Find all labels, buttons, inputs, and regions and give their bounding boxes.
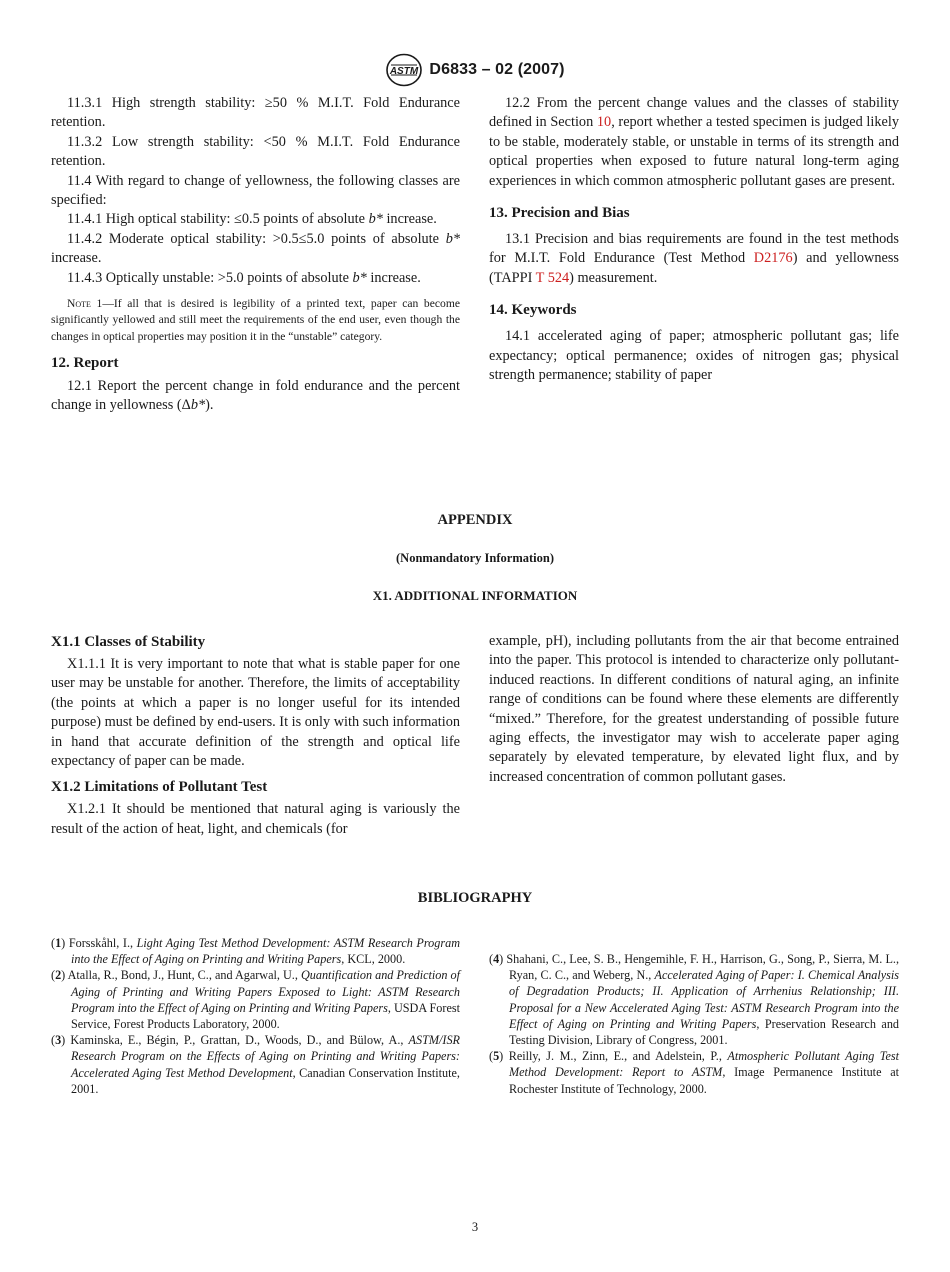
- clause-12-2: 12.2 From the percent change values and the classes of stability defined in Section 10, report whether a tested specimen is judged likely to be stable, moderately stable, or unstable in terms of its strength and optical properties when exposed to future natural long-term aging experiences in which common atmospheric pollutant gases are present.: [489, 95, 899, 189]
- appendix-title: APPENDIX: [437, 512, 513, 528]
- bibliography-title: BIBLIOGRAPHY: [417, 890, 533, 906]
- appendix-left-column: [51, 632, 460, 839]
- d2176-link[interactable]: D2176: [753, 250, 793, 267]
- clause-x1-2-1-continued: example, pH), including pollutants from the air that become entrained into the paper. This protocol is intended to characterize only pollutant-induced reactions. In different conditions of natural aging, an infinite range of conditions can be found where these elements are differently “mixed.” Therefore, for the greatest understanding of possible future aging effects, the investigator may wish to accelerate paper aging separately by elevated temperature, by elevated light flux, and by increased concentration of common pollutant gases.: [489, 633, 899, 785]
- page-number: 3: [471, 1220, 479, 1234]
- x1-1-heading: X1.1 Classes of Stability: [51, 634, 206, 650]
- reference-1: (1) Forsskåhl, I., Light Aging Test Method Development: ASTM Research Program into the Effect of Aging on Printing and Writing Papers, KCL, 2000.: [51, 936, 460, 967]
- clause-14-1: 14.1 accelerated aging of paper; atmospheric pollutant gas; life expectancy; optical permanence; oxides of nitrogen gas; physical strength permanence; stability of paper: [489, 328, 899, 384]
- clause-11-3-2: 11.3.2 Low strength stability: <50 % M.I.T. Fold Endurance retention.: [51, 133, 460, 170]
- section-12-heading: 12. Report: [51, 354, 119, 371]
- clause-13-1: 13.1 Precision and bias requirements are found in the test methods for M.I.T. Fold Endurance (Test Method D2176) and yellowness (TAPPI T 524) measurement.: [489, 231, 899, 286]
- svg-text:ASTM: ASTM: [390, 66, 419, 77]
- reference-4: (4) Shahani, C., Lee, S. B., Hengemihle, F. H., Harrison, G., Song, P., Sierra, M. L., Ryan, C. C., and Weberg, N., Accelerated Aging of Paper: I. Chemical Analysis of Degradation Products; II. Application of Arrhenius Relationship; III. Proposal for a New Accelerated Aging Test: ASTM Research Program into the Effect of Aging on Printing and Writing Papers, Preservation Research and Testing Division, Library of Congress, 2001.: [489, 952, 900, 1048]
- page-header: [0, 52, 950, 88]
- clause-11-4-2: 11.4.2 Moderate optical stability: >0.5≤5.0 points of absolute b* increase.: [51, 230, 460, 267]
- right-column-top: [489, 94, 899, 385]
- section-13-heading: 13. Precision and Bias: [489, 205, 630, 222]
- section-10-link[interactable]: 10: [596, 114, 612, 131]
- clause-11-4: 11.4 With regard to change of yellowness, the following classes are specified:: [51, 172, 460, 209]
- left-column-top: [51, 94, 460, 416]
- section-14-heading: 14. Keywords: [489, 302, 577, 319]
- reference-3: (3) Kaminska, E., Bégin, P., Grattan, D., Woods, D., and Bülow, A., ASTM/ISR Research Program on the Effects of Aging on Printing and Writing Papers: Accelerated Aging Test Method Development, Canadian Conservation Institute, 2001.: [51, 1033, 460, 1096]
- reference-5: (5) Reilly, J. M., Zinn, E., and Adelstein, P., Atmospheric Pollutant Aging Test Method Development: Report to ASTM, Image Permanence Institute at Rochester Institute of Technology, 2000.: [489, 1049, 899, 1096]
- clause-11-4-3: 11.4.3 Optically unstable: >5.0 points of absolute b* increase.: [67, 269, 421, 286]
- clause-12-1: 12.1 Report the percent change in fold endurance and the percent change in yellowness (Δb*).: [51, 377, 460, 414]
- appendix-section-title: X1. ADDITIONAL INFORMATION: [372, 588, 578, 603]
- astm-logo-icon: [385, 53, 423, 87]
- x1-2-heading: X1.2 Limitations of Pollutant Test: [51, 779, 268, 796]
- reference-2: (2) Atalla, R., Bond, J., Hunt, C., and Agarwal, U., Quantification and Prediction of Aging of Printing and Writing Papers Exposed to Light: ASTM Research Program into the Effect of Aging on Printing and Writing Papers, USDA Forest Service, Forest Products Laboratory, 2000.: [51, 968, 460, 1032]
- appendix-right-column: [489, 632, 899, 787]
- bibliography-right: [489, 951, 899, 1097]
- clause-x1-1-1: X1.1.1 It is very important to note that what is stable paper for one user may be unstable for another. Therefore, the limits of acceptability (the points at which a paper is no longer useful for its intended purpose) must be defined by end-users. It is only with such information in hand that accurate definition of the strength and optical life expectancy of paper can be made.: [51, 656, 460, 770]
- appendix-subtitle: (Nonmandatory Information): [396, 551, 554, 565]
- bibliography-left: [51, 935, 460, 1097]
- clause-11-3-1: 11.3.1 High strength stability: ≥50 % M.I.T. Fold Endurance retention.: [51, 95, 460, 131]
- document-designation: D6833 – 02 (2007): [429, 61, 565, 78]
- t524-link[interactable]: T 524: [535, 269, 570, 286]
- clause-x1-2-1: X1.2.1 It should be mentioned that natural aging is variously the result of the action of heat, light, and chemicals (for: [51, 801, 460, 837]
- note-1: Note 1—If all that is desired is legibility of a printed text, paper can become significantly yellowed and still meet the requirements of the end user, even though the changes in optical properties may position it in the “unstable” category.: [51, 297, 460, 343]
- clause-11-4-1: 11.4.1 High optical stability: ≤0.5 points of absolute b* increase.: [67, 211, 437, 228]
